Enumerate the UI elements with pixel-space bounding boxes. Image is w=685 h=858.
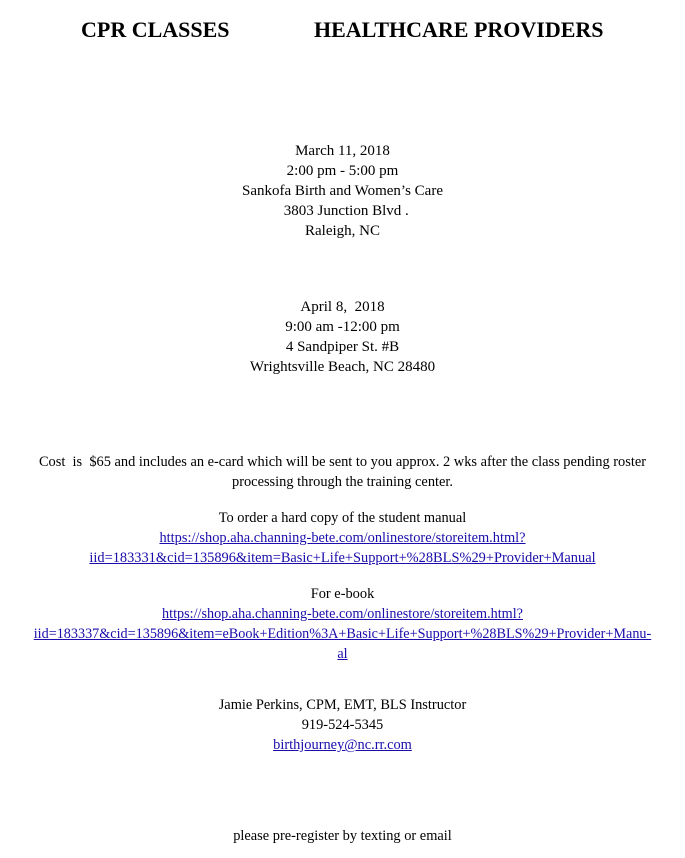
manual-link-line-1[interactable]: https://shop.aha.channing-bete.com/onlinestore/storeitem.html? [159, 530, 526, 546]
manual-section [0, 508, 685, 568]
event-city: Raleigh, NC [305, 223, 380, 239]
event-time: 2:00 pm - 5:00 pm [286, 163, 399, 179]
cost-paragraph [0, 452, 685, 492]
instructor-phone: 919-524-5345 [301, 717, 384, 733]
event-time: 9:00 am -12:00 pm [285, 319, 400, 335]
ebook-link-line-1[interactable]: https://shop.aha.channing-bete.com/onlinestore/storeitem.html? [162, 606, 523, 622]
event-date: April 8, 2018 [300, 299, 385, 315]
event-city: Wrightsville Beach, NC 28480 [249, 359, 436, 375]
ebook-link-line-3[interactable]: al [337, 646, 348, 662]
event-street: 3803 Junction Blvd . [276, 203, 409, 219]
ebook-order-link[interactable] [0, 604, 685, 664]
ebook-section [0, 584, 685, 664]
manual-label: To order a hard copy of the student manual [218, 510, 467, 526]
event-date: March 11, 2018 [295, 143, 390, 159]
cost-line-2: processing through the training center. [232, 474, 453, 490]
instructor-email-link[interactable]: birthjourney@nc.rr.com [273, 737, 412, 753]
heading-healthcare-providers: HEALTHCARE PROVIDERS [314, 17, 604, 42]
event-street: 4 Sandpiper St. #B [285, 339, 400, 355]
ebook-link-line-2[interactable]: iid=183337&cid=135896&item=eBook+Edition%3A+Basic+Life+Support+%28BLS%29+Provider+Manu- [33, 626, 652, 642]
footer-note: please pre-register by texting or email [233, 828, 452, 844]
event-march [0, 141, 685, 241]
manual-link-line-2[interactable]: iid=183331&cid=135896&item=Basic+Life+Support+%28BLS%29+Provider+Manual [89, 550, 596, 566]
heading-cpr-classes: CPR CLASSES [81, 17, 230, 42]
contact-section [0, 695, 685, 755]
ebook-label: For e-book [310, 586, 375, 602]
event-april [0, 297, 685, 377]
manual-order-link[interactable] [0, 528, 685, 568]
instructor-name: Jamie Perkins, CPM, EMT, BLS Instructor [218, 697, 467, 713]
event-venue: Sankofa Birth and Women’s Care [242, 183, 443, 199]
cost-line-1: Cost is $65 and includes an e-card which will be sent to you approx. 2 wks after the class pending roster [38, 454, 647, 470]
preregister-note [0, 826, 685, 846]
